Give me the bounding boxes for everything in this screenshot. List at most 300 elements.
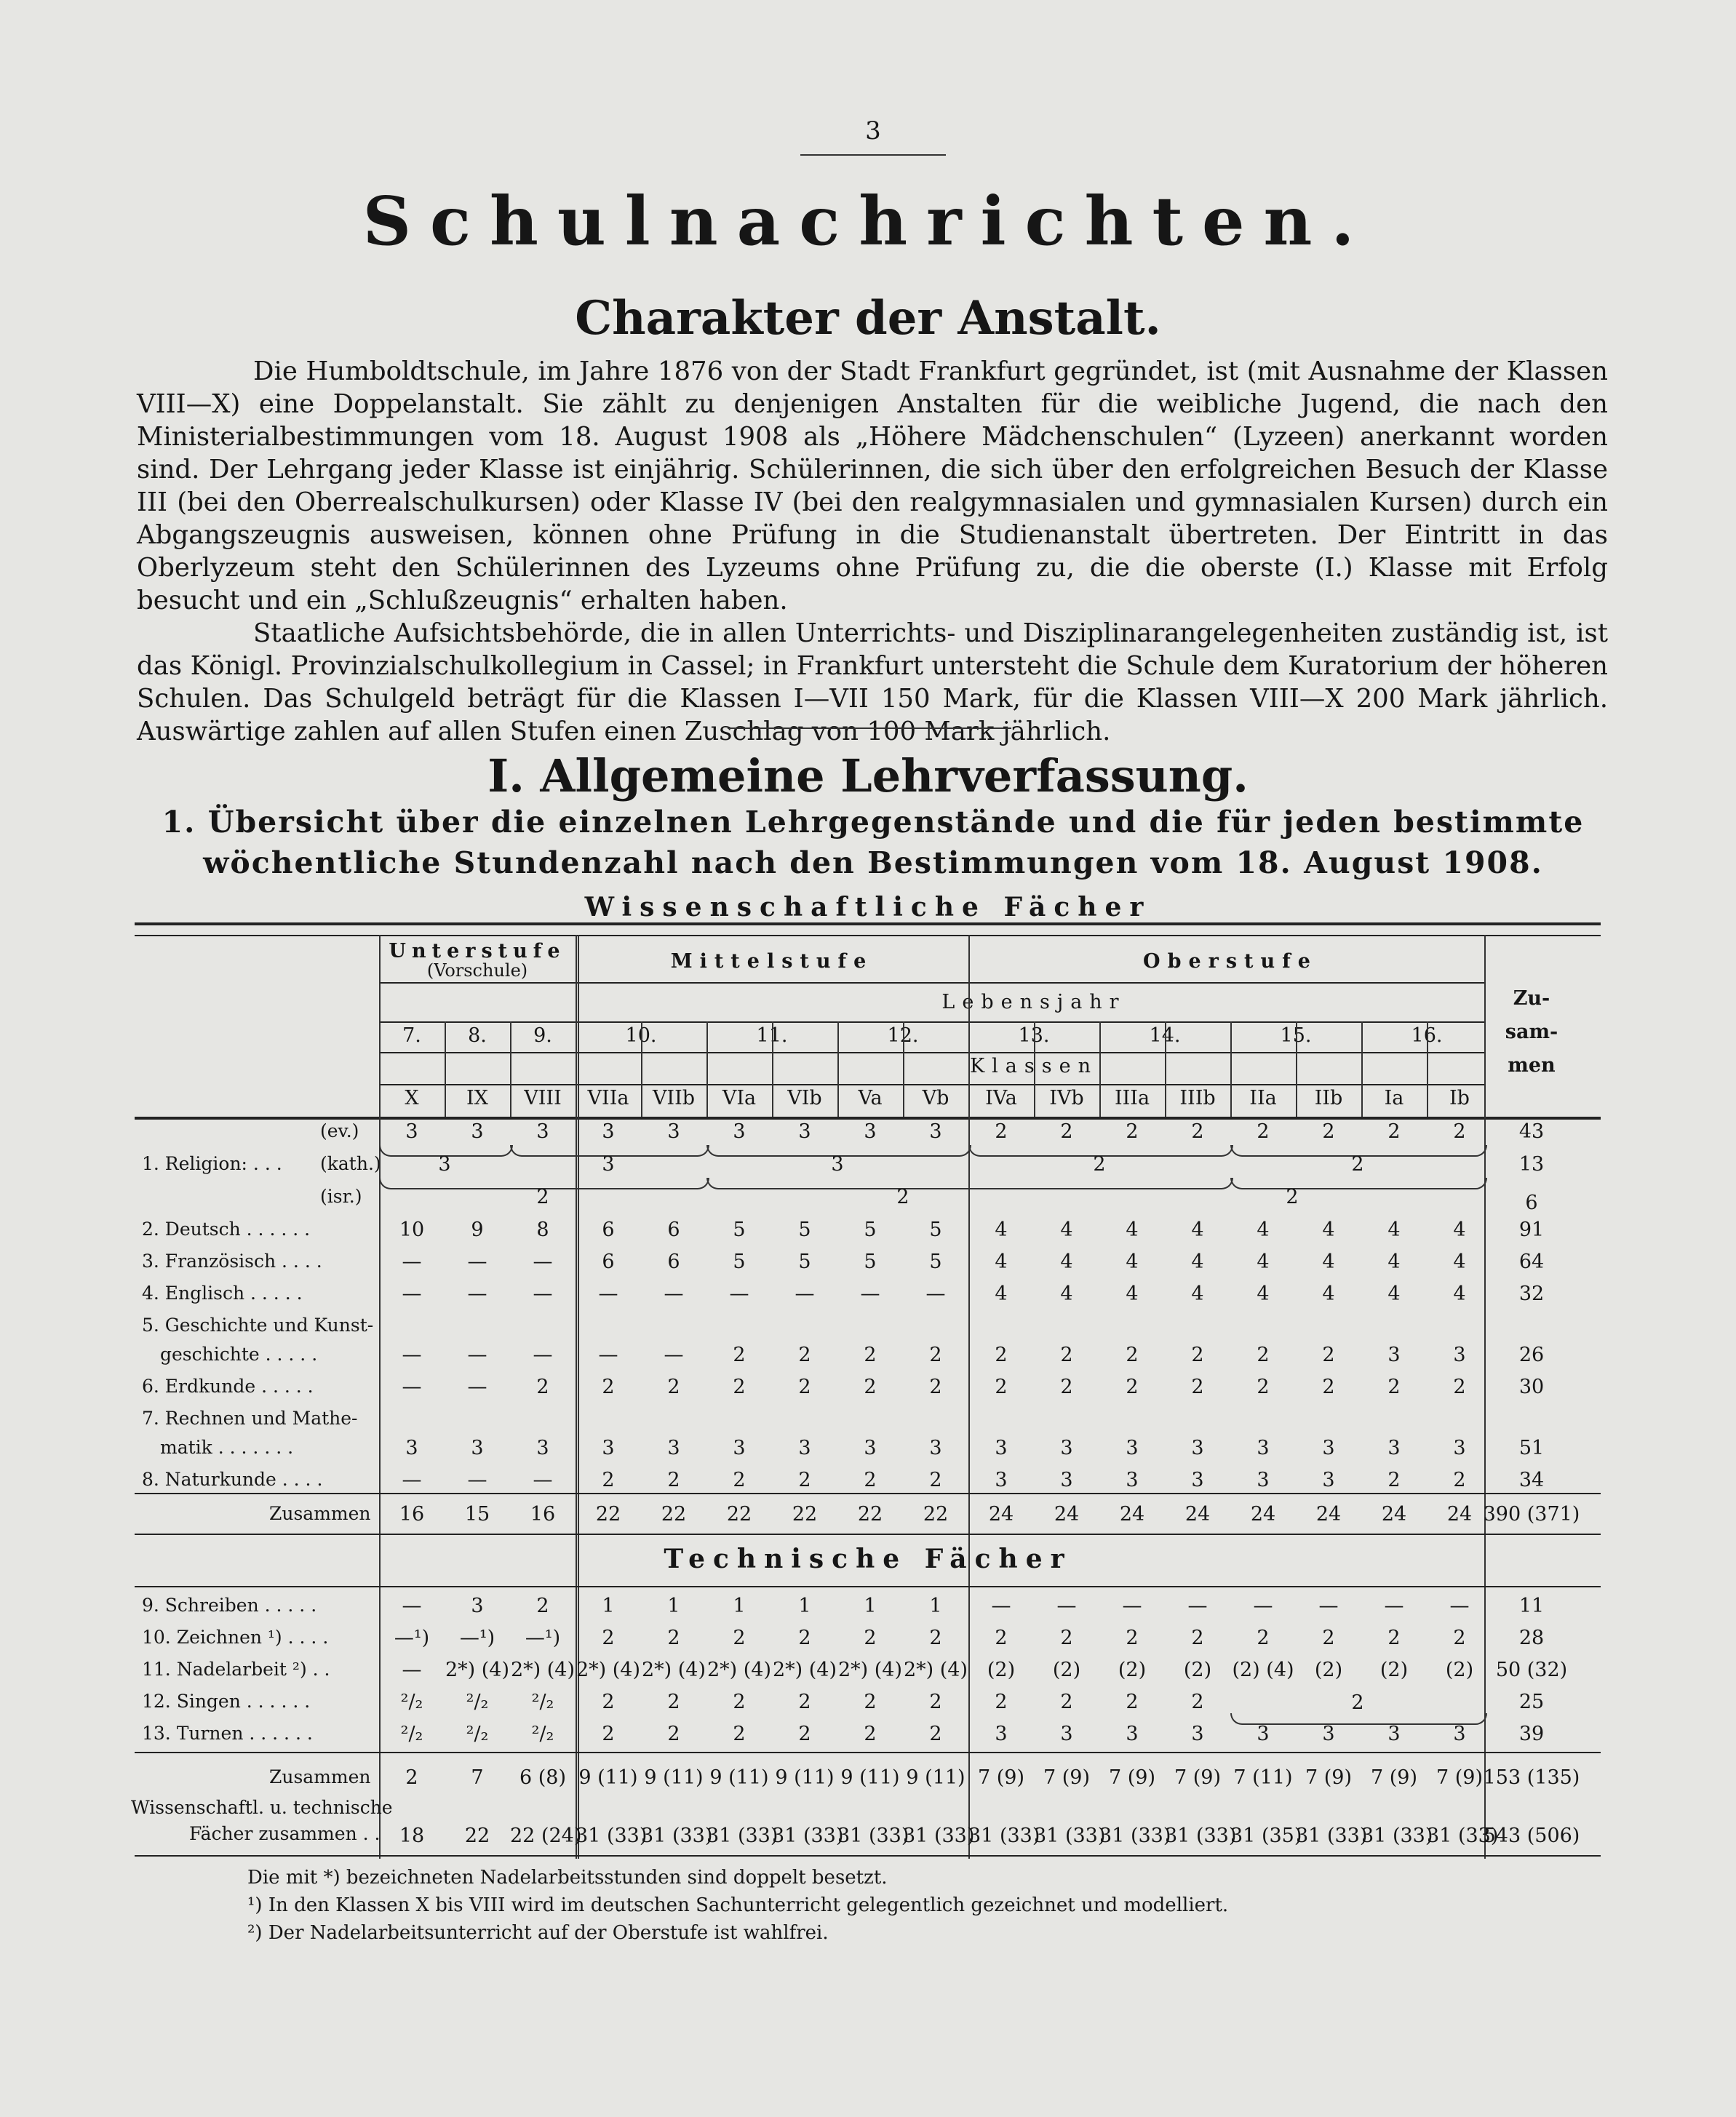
- table-cell: —: [1187, 1595, 1208, 1617]
- table-cell: 2: [1191, 1376, 1204, 1398]
- table-cell: —: [729, 1283, 749, 1305]
- table-cell: 3: [602, 1437, 615, 1459]
- table-cell: ²/₂: [466, 1723, 489, 1745]
- table-cell: 4: [995, 1251, 1008, 1273]
- religion-kath-value: 3: [602, 1153, 615, 1176]
- table-cell: —: [598, 1344, 618, 1366]
- sum-value: 7 (9): [977, 1766, 1024, 1789]
- table-cell: —: [1122, 1595, 1142, 1617]
- class-label: Vb: [922, 1087, 949, 1109]
- table-cell: 5: [929, 1251, 942, 1273]
- table-cell: 2: [929, 1469, 942, 1491]
- table-cell: 4: [995, 1219, 1008, 1241]
- table-cell: (2): [1379, 1659, 1409, 1681]
- religion-kath-value: 3: [438, 1153, 451, 1176]
- table-cell: 2: [995, 1376, 1008, 1398]
- table-cell: 5: [929, 1219, 942, 1241]
- table-rule: [379, 982, 1484, 984]
- row-total: 34: [1518, 1469, 1545, 1491]
- table-cell: 2: [798, 1469, 811, 1491]
- table-cell: 2: [667, 1723, 680, 1745]
- table-cell: —: [533, 1469, 553, 1491]
- column-rule: [1361, 1021, 1363, 1117]
- column-rule: [1099, 1021, 1101, 1117]
- table-cell: 2: [1257, 1376, 1270, 1398]
- grouping-brace: [1230, 1713, 1487, 1725]
- sum-value: 22: [595, 1503, 621, 1526]
- row-total: 32: [1518, 1283, 1545, 1305]
- table-cell: 4: [1126, 1251, 1139, 1273]
- table-cell: 2: [667, 1376, 680, 1398]
- table-cell: 2: [1322, 1627, 1335, 1649]
- table-cell: 2: [602, 1691, 615, 1713]
- table-cell: 2: [602, 1627, 615, 1649]
- table-cell: 5: [864, 1251, 877, 1273]
- sum-value: 7 (9): [1108, 1766, 1155, 1789]
- intro-paragraph: Die Humboldtschule, im Jahre 1876 von der Stadt Frankfurt gegründet, ist (mit Ausnahme der Klassen VIII—X) eine Doppelanstalt. Sie zählt zu denjenigen Anstalten für die weibliche Jugend, die nach den Ministerialbestimmungen vom 18. August 1908 als „Höhere Mädchenschulen“ (Lyzeen) anerkannt worden sind. Der Lehrgang jeder Klasse ist einjährig. Schülerinnen, die sich über den erfolgreichen Besuch der Klasse III (bei den Oberrealschulkursen) oder Klasse IV (bei den realgymnasialen und gymnasialen Kursen) durch ein Abgangszeugnis ausweisen, können ohne Prüfung in die Studienanstalt übertreten. Der Eintritt in das Oberlyzeum steht den Schülerinnen des Lyzeums ohne Prüfung zu, die die oberste (I.) Klasse mit Erfolg besucht und ein „Schlußzeugnis“ erhalten haben.: [137, 356, 1608, 615]
- sum-value: 22: [792, 1503, 818, 1526]
- class-label: IIa: [1249, 1087, 1277, 1109]
- grand-total-value: 22: [464, 1825, 490, 1847]
- table-cell: 10: [399, 1219, 425, 1241]
- table-cell: 2: [864, 1344, 877, 1366]
- table-cell: 2: [929, 1344, 942, 1366]
- table-cell: 4: [1060, 1251, 1073, 1273]
- table-cell: 2: [1453, 1376, 1466, 1398]
- table-cell: 2*) (4): [706, 1659, 772, 1681]
- table-cell: 2: [1453, 1627, 1466, 1649]
- religion-ev-value: 3: [471, 1120, 484, 1143]
- subject-label: 11. Nadelarbeit ²) . .: [142, 1659, 330, 1680]
- table-cell: 2: [1126, 1627, 1139, 1649]
- table-cell: 3: [471, 1595, 484, 1617]
- table-cell: 8: [536, 1219, 549, 1241]
- sum-value: 9 (11): [906, 1766, 965, 1789]
- column-rule: [1165, 1021, 1166, 1052]
- table-cell: 5: [798, 1219, 811, 1241]
- table-caption-scientific: Wissenschaftliche Fächer: [584, 892, 1152, 922]
- singen-oberstufe-value: 2: [1351, 1691, 1364, 1714]
- table-cell: —: [664, 1283, 684, 1305]
- header-total: Zu- sam- men: [1505, 987, 1558, 1077]
- table-cell: 2: [733, 1691, 746, 1713]
- table-rule: [135, 1534, 1601, 1535]
- table-cell: 1: [929, 1595, 942, 1617]
- table-cell: 2: [1060, 1627, 1073, 1649]
- table-cell: 2: [733, 1627, 746, 1649]
- row-total: 64: [1518, 1251, 1545, 1273]
- age-label: 8.: [468, 1024, 487, 1047]
- table-cell: 3: [1126, 1437, 1139, 1459]
- table-cell: 3: [1387, 1723, 1401, 1745]
- row-total: 43: [1518, 1120, 1545, 1143]
- religion-ev-value: 2: [1191, 1120, 1204, 1143]
- table-cell: 3: [536, 1437, 549, 1459]
- religion-ev-value: 2: [995, 1120, 1008, 1143]
- table-cell: 2*) (4): [641, 1659, 706, 1681]
- row-total: 51: [1518, 1437, 1545, 1459]
- table-cell: 2: [733, 1723, 746, 1745]
- table-cell: ²/₂: [400, 1723, 423, 1745]
- class-label: IIb: [1314, 1087, 1343, 1109]
- table-cell: 2: [798, 1723, 811, 1745]
- table-cell: 3: [929, 1437, 942, 1459]
- sum-value: 9 (11): [775, 1766, 835, 1789]
- row-total: 30: [1518, 1376, 1545, 1398]
- table-cell: 3: [995, 1723, 1008, 1745]
- grand-total-label: Wissenschaftl. u. technische: [131, 1797, 393, 1818]
- header-lebensjahr: Lebensjahr: [941, 991, 1126, 1013]
- table-cell: 4: [1126, 1219, 1139, 1241]
- table-cell: 2: [602, 1723, 615, 1745]
- table-cell: 2: [798, 1691, 811, 1713]
- table-cell: —: [1253, 1595, 1273, 1617]
- table-cell: ²/₂: [531, 1691, 554, 1713]
- table-cell: 2: [1191, 1627, 1204, 1649]
- table-cell: —: [533, 1283, 553, 1305]
- table-cell: 2: [1322, 1376, 1335, 1398]
- table-cell: 3: [995, 1437, 1008, 1459]
- table-cell: —: [1384, 1595, 1404, 1617]
- table-cell: 3: [1191, 1469, 1204, 1491]
- age-label: 10.: [625, 1024, 657, 1047]
- class-label: IVa: [985, 1087, 1017, 1109]
- table-cell: —: [467, 1469, 487, 1491]
- sum-value: 24: [1184, 1503, 1211, 1526]
- table-cell: 2: [1453, 1469, 1466, 1491]
- religion-ev-value: 2: [1126, 1120, 1139, 1143]
- table-rule: [135, 1855, 1601, 1857]
- column-rule: [837, 1021, 839, 1117]
- table-cell: 2: [667, 1627, 680, 1649]
- table-cell: 2: [1322, 1344, 1335, 1366]
- section-subtitle: Charakter der Anstalt.: [575, 291, 1161, 346]
- table-cell: 2: [667, 1691, 680, 1713]
- table-cell: (2) (4): [1232, 1659, 1294, 1681]
- subject-label: matik . . . . . . .: [160, 1437, 294, 1458]
- subject-label: 1. Religion: . . .: [142, 1153, 282, 1174]
- table-cell: 9: [471, 1219, 484, 1241]
- subject-label: 7. Rechnen und Mathe-: [142, 1408, 358, 1429]
- grouping-brace: [706, 1178, 1233, 1189]
- sum-value: 9 (11): [709, 1766, 769, 1789]
- table-cell: 2: [1126, 1376, 1139, 1398]
- footnote: ¹) In den Klassen X bis VIII wird im deutschen Sachunterricht gelegentlich gezeichnet und modelliert.: [247, 1894, 1229, 1916]
- table-cell: —¹): [525, 1627, 561, 1649]
- table-cell: 2: [733, 1376, 746, 1398]
- table-cell: 3: [1257, 1723, 1270, 1745]
- table-cell: 3: [667, 1437, 680, 1459]
- table-cell: 2*) (4): [576, 1659, 641, 1681]
- grand-total-value: 31 (33): [903, 1825, 975, 1847]
- table-cell: 1: [864, 1595, 877, 1617]
- row-total: 13: [1518, 1153, 1545, 1176]
- religion-kath-value: 2: [1351, 1153, 1364, 1176]
- grand-total-value: 31 (33): [706, 1825, 779, 1847]
- table-cell: 2: [929, 1723, 942, 1745]
- table-rule: [135, 1493, 1601, 1494]
- table-cell: —: [402, 1659, 422, 1681]
- table-cell: 4: [1322, 1219, 1335, 1241]
- sum-value: 7 (9): [1370, 1766, 1417, 1789]
- column-rule: [1427, 1021, 1428, 1052]
- sum-label: Zusammen: [269, 1766, 371, 1787]
- table-cell: (2): [1118, 1659, 1147, 1681]
- sum-value: 22: [726, 1503, 752, 1526]
- row-total: 543 (506): [1483, 1825, 1580, 1847]
- sum-value: 22: [923, 1503, 949, 1526]
- table-cell: —: [467, 1376, 487, 1398]
- table-cell: (2): [987, 1659, 1016, 1681]
- class-label: IIIb: [1179, 1087, 1216, 1109]
- row-total: 50 (32): [1495, 1659, 1568, 1681]
- subject-label: 3. Französisch . . . .: [142, 1251, 322, 1272]
- grand-total-value: 31 (33): [1034, 1825, 1106, 1847]
- religion-ev-value: 2: [1387, 1120, 1401, 1143]
- table-cell: 1: [798, 1595, 811, 1617]
- class-label: IX: [466, 1087, 488, 1109]
- subject-label: 8. Naturkunde . . . .: [142, 1469, 323, 1490]
- table-cell: 1: [602, 1595, 615, 1617]
- table-caption-technical: Technische Fächer: [664, 1544, 1072, 1574]
- sum-value: 9 (11): [644, 1766, 704, 1789]
- table-cell: 2: [1191, 1691, 1204, 1713]
- sum-value: 7: [471, 1766, 484, 1789]
- table-cell: 3: [733, 1437, 746, 1459]
- table-cell: 3: [1191, 1723, 1204, 1745]
- class-label: VIII: [524, 1087, 562, 1109]
- table-cell: 2*) (4): [772, 1659, 837, 1681]
- table-cell: 2: [929, 1691, 942, 1713]
- table-cell: 4: [1191, 1219, 1204, 1241]
- table-cell: 2*) (4): [903, 1659, 968, 1681]
- sum-value: 24: [1446, 1503, 1473, 1526]
- table-cell: 2: [798, 1376, 811, 1398]
- religion-kath-value: 2: [1093, 1153, 1106, 1176]
- table-cell: —: [795, 1283, 815, 1305]
- table-cell: (2): [1183, 1659, 1212, 1681]
- table-cell: —: [402, 1344, 422, 1366]
- page-title: Schulnachrichten.: [362, 182, 1374, 260]
- table-cell: —: [467, 1344, 487, 1366]
- sum-value: 7 (9): [1043, 1766, 1090, 1789]
- page-number: 3: [865, 116, 881, 145]
- religion-isr-value: 2: [536, 1186, 549, 1208]
- table-rule: [135, 922, 1601, 925]
- table-cell: 2*) (4): [510, 1659, 576, 1681]
- table-cell: 2*) (4): [837, 1659, 903, 1681]
- class-label: X: [405, 1087, 419, 1109]
- table-cell: 2: [798, 1627, 811, 1649]
- column-rule: [706, 1021, 708, 1117]
- subject-label: 13. Turnen . . . . . .: [142, 1723, 313, 1744]
- table-cell: 4: [1322, 1283, 1335, 1305]
- grand-total-value: 31 (33): [1165, 1825, 1237, 1847]
- footnote: ²) Der Nadelarbeitsunterricht auf der Oberstufe ist wahlfrei.: [247, 1922, 829, 1944]
- table-cell: 4: [1257, 1283, 1270, 1305]
- table-rule: [135, 1117, 1601, 1120]
- table-cell: (2): [1445, 1659, 1474, 1681]
- religion-ev-value: 2: [1453, 1120, 1466, 1143]
- sum-value: 24: [1315, 1503, 1342, 1526]
- row-total: 390 (371): [1483, 1503, 1580, 1526]
- religion-ev-value: 3: [667, 1120, 680, 1143]
- grand-total-value: 31 (33): [1361, 1825, 1433, 1847]
- table-cell: 6: [667, 1251, 680, 1273]
- table-rule: [379, 1021, 1484, 1023]
- intro-paragraph: Staatliche Aufsichtsbehörde, die in allen Unterrichts- und Disziplinarangelegenheiten zuständig ist, ist das Königl. Provinzialschulkollegium in Cassel; in Frankfurt untersteht die Schule dem Kuratorium der höheren Schulen. Das Schulgeld beträgt für die Klassen I—VII 150 Mark, für die Klassen VIII—X 200 Mark jährlich. Auswärtige zahlen auf allen Stufen einen Zuschlag von 100 Mark jährlich.: [137, 618, 1608, 746]
- table-cell: 2: [864, 1691, 877, 1713]
- subject-label: geschichte . . . . .: [160, 1344, 318, 1365]
- table-cell: 3: [1322, 1437, 1335, 1459]
- table-cell: 2: [1060, 1691, 1073, 1713]
- table-cell: 2: [602, 1469, 615, 1491]
- table-cell: 2: [929, 1627, 942, 1649]
- religion-isr-value: 2: [896, 1186, 909, 1208]
- age-label: 16.: [1411, 1024, 1443, 1047]
- class-label: Ia: [1384, 1087, 1404, 1109]
- table-cell: (2): [1314, 1659, 1343, 1681]
- religion-kath-value: 3: [831, 1153, 844, 1176]
- grand-total-value: 31 (33): [641, 1825, 713, 1847]
- table-cell: 2: [1387, 1376, 1401, 1398]
- table-rule: [135, 1752, 1601, 1753]
- sum-value: 24: [1381, 1503, 1407, 1526]
- sum-value: 22: [661, 1503, 687, 1526]
- religion-denomination: (ev.): [320, 1120, 359, 1141]
- table-cell: 4: [1387, 1283, 1401, 1305]
- table-cell: —: [664, 1344, 684, 1366]
- sum-value: 7 (9): [1436, 1766, 1483, 1789]
- table-cell: —: [860, 1283, 880, 1305]
- table-cell: 3: [1126, 1723, 1139, 1745]
- table-cell: —: [402, 1251, 422, 1273]
- table-cell: 4: [1387, 1219, 1401, 1241]
- table-cell: 4: [995, 1283, 1008, 1305]
- table-cell: 3: [864, 1437, 877, 1459]
- sum-value: 9 (11): [840, 1766, 900, 1789]
- table-cell: —: [925, 1283, 946, 1305]
- table-cell: 5: [798, 1251, 811, 1273]
- table-cell: 2: [929, 1376, 942, 1398]
- sum-value: 6 (8): [519, 1766, 566, 1789]
- table-cell: ²/₂: [531, 1723, 554, 1745]
- table-cell: 4: [1191, 1283, 1204, 1305]
- table-cell: —: [1449, 1595, 1470, 1617]
- table-cell: 3: [1453, 1344, 1466, 1366]
- divider: [800, 154, 946, 156]
- table-cell: 4: [1257, 1251, 1270, 1273]
- row-total: 39: [1518, 1723, 1545, 1745]
- grand-total-value: 31 (33): [968, 1825, 1040, 1847]
- subheading: 1. Übersicht über die einzelnen Lehrgegenstände und die für jeden bestimmte wöchentliche Stundenzahl nach den Bestimmungen vom 18. August 1908.: [162, 805, 1585, 880]
- sum-value: 7 (9): [1305, 1766, 1352, 1789]
- sum-value: 9 (11): [578, 1766, 638, 1789]
- column-rule: [1034, 1021, 1035, 1052]
- table-cell: 3: [1060, 1437, 1073, 1459]
- class-label: VIIa: [587, 1087, 629, 1109]
- table-cell: 3: [1257, 1469, 1270, 1491]
- religion-ev-value: 2: [1257, 1120, 1270, 1143]
- subject-label: 6. Erdkunde . . . . .: [142, 1376, 314, 1397]
- table-cell: 2: [1126, 1691, 1139, 1713]
- row-total: 26: [1518, 1344, 1545, 1366]
- table-cell: —: [402, 1595, 422, 1617]
- table-cell: 2: [1257, 1344, 1270, 1366]
- table-cell: 2: [667, 1469, 680, 1491]
- table-cell: —: [598, 1283, 618, 1305]
- table-cell: 4: [1126, 1283, 1139, 1305]
- religion-denomination: (kath.): [320, 1153, 381, 1174]
- sum-value: 24: [1119, 1503, 1145, 1526]
- table-cell: 5: [733, 1219, 746, 1241]
- table-cell: 4: [1191, 1251, 1204, 1273]
- table-cell: 3: [1322, 1469, 1335, 1491]
- sum-value: 7 (11): [1233, 1766, 1293, 1789]
- table-cell: 3: [1060, 1469, 1073, 1491]
- table-cell: 2: [864, 1376, 877, 1398]
- religion-ev-value: 3: [864, 1120, 877, 1143]
- divider: [728, 727, 1011, 729]
- table-cell: 2: [798, 1344, 811, 1366]
- table-cell: 2: [733, 1344, 746, 1366]
- table-cell: 2: [1060, 1344, 1073, 1366]
- row-total: 11: [1518, 1595, 1545, 1617]
- header-oberstufe: Oberstufe: [1143, 950, 1318, 973]
- table-rule: [135, 1586, 1601, 1587]
- table-cell: 6: [602, 1219, 615, 1241]
- table-cell: 4: [1453, 1251, 1466, 1273]
- age-label: 7.: [402, 1024, 421, 1047]
- table-cell: 6: [667, 1219, 680, 1241]
- table-cell: (2): [1052, 1659, 1081, 1681]
- religion-ev-value: 3: [602, 1120, 615, 1143]
- sum-value: 16: [399, 1503, 425, 1526]
- religion-ev-value: 3: [536, 1120, 549, 1143]
- grand-total-value: 31 (33): [576, 1825, 648, 1847]
- table-cell: ²/₂: [400, 1691, 423, 1713]
- row-total: 25: [1518, 1691, 1545, 1713]
- table-cell: 2: [1257, 1627, 1270, 1649]
- table-cell: —: [1318, 1595, 1339, 1617]
- subject-label: 9. Schreiben . . . . .: [142, 1595, 317, 1616]
- header-mittelstufe: Mittelstufe: [670, 950, 874, 973]
- table-rule: [379, 1052, 1484, 1053]
- table-cell: —: [467, 1283, 487, 1305]
- table-cell: 2: [1126, 1344, 1139, 1366]
- table-cell: —: [1056, 1595, 1077, 1617]
- table-cell: 3: [1126, 1469, 1139, 1491]
- table-cell: 2: [536, 1595, 549, 1617]
- religion-ev-value: 3: [733, 1120, 746, 1143]
- sum-value: 2: [405, 1766, 418, 1789]
- grand-total-value: 31 (33): [772, 1825, 844, 1847]
- table-cell: —: [533, 1344, 553, 1366]
- column-rule: [445, 1021, 446, 1052]
- age-label: 11.: [756, 1024, 788, 1047]
- table-cell: 2: [733, 1469, 746, 1491]
- age-label: 12.: [887, 1024, 919, 1047]
- class-label: IVb: [1049, 1087, 1084, 1109]
- table-cell: 2: [1060, 1376, 1073, 1398]
- grand-total-value: 31 (33): [1427, 1825, 1499, 1847]
- table-cell: ²/₂: [466, 1691, 489, 1713]
- row-total: 28: [1518, 1627, 1545, 1649]
- column-rule: [772, 1021, 773, 1052]
- column-rule: [1230, 1021, 1232, 1117]
- grand-total-label: Fächer zusammen . .: [189, 1823, 381, 1844]
- table-cell: 1: [667, 1595, 680, 1617]
